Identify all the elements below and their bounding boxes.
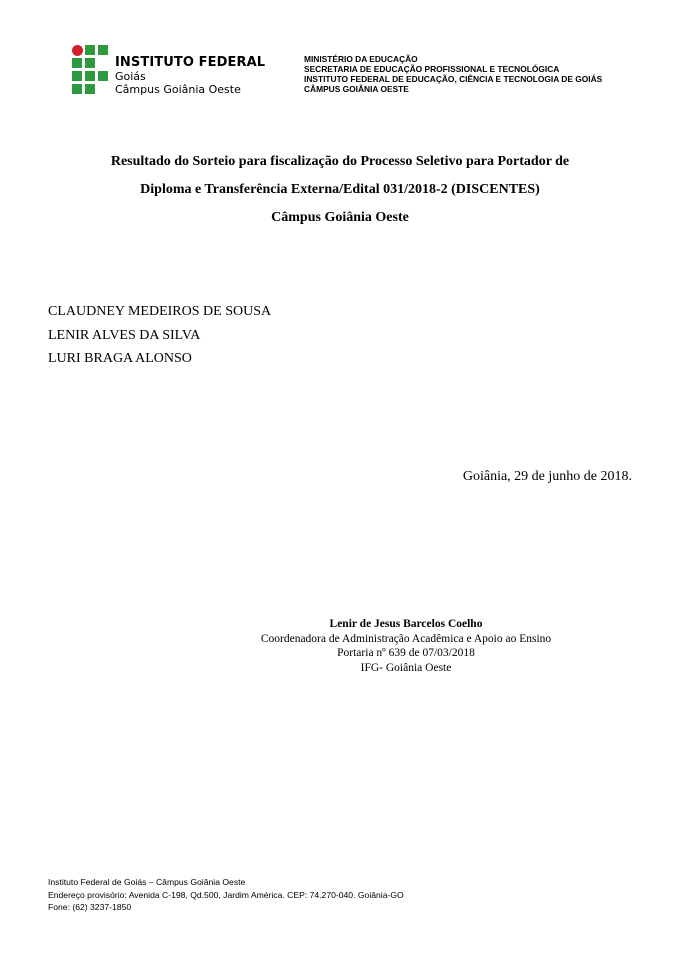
signatory-portaria: Portaria nº 639 de 07/03/2018 [337, 647, 475, 659]
signature-block [146, 617, 666, 675]
title-line: Resultado do Sorteio para fiscalização do Processo Seletivo para Portador de [110, 154, 570, 169]
org-line: SECRETARIA DE EDUCAÇÃO PROFISSIONAL E TECNOLÓGICA [304, 64, 560, 74]
logo-red-circle [72, 45, 83, 56]
logo-square [85, 58, 95, 68]
org-line: MINISTÉRIO DA EDUCAÇÃO [304, 54, 418, 64]
page-footer [48, 876, 404, 914]
logo-campus: Câmpus Goiânia Oeste [115, 83, 241, 96]
signatory-unit: IFG- Goiânia Oeste [360, 661, 452, 674]
signatory-role: Coordenadora de Administração Acadêmica e Apoio ao Ensino [260, 632, 552, 645]
org-header [304, 54, 602, 94]
logo-state: Goiás [115, 70, 146, 83]
logo-square [72, 71, 82, 81]
org-line: INSTITUTO FEDERAL DE EDUCAÇÃO, CIÊNCIA E TECNOLOGIA DE GOIÁS [304, 74, 603, 84]
logo-square [85, 71, 95, 81]
list-item: LENIR ALVES DA SILVA [48, 327, 201, 343]
logo-square [72, 84, 82, 94]
footer-line: Endereço provisório: Avenida C-198, Qd.500, Jardim América. CEP: 74.270-040. Goiânia-GO [48, 889, 404, 900]
logo-title: INSTITUTO FEDERAL [115, 55, 266, 70]
logo-square [98, 71, 108, 81]
ifg-logo-icon [72, 45, 108, 95]
list-item: CLAUDNEY MEDEIROS DE SOUSA [48, 304, 272, 319]
document-title [40, 148, 640, 232]
footer-line: Instituto Federal de Goiás – Câmpus Goiânia Oeste [48, 877, 246, 887]
org-line: CÂMPUS GOIÂNIA OESTE [304, 84, 409, 94]
title-line: Câmpus Goiânia Oeste [271, 210, 409, 225]
logo-square [98, 45, 108, 55]
logo-square [72, 58, 82, 68]
logo-square [85, 84, 95, 94]
logo-square [85, 45, 95, 55]
signatory-name: Lenir de Jesus Barcelos Coelho [329, 618, 483, 630]
names-list [48, 300, 271, 371]
document-date: Goiânia, 29 de junho de 2018. [462, 469, 632, 484]
title-line: Diploma e Transferência Externa/Edital 031/2018-2 (DISCENTES) [140, 182, 540, 197]
logo-text [115, 55, 265, 96]
footer-line: Fone: (62) 3237-1850 [48, 902, 132, 912]
list-item: LURI BRAGA ALONSO [48, 351, 192, 366]
